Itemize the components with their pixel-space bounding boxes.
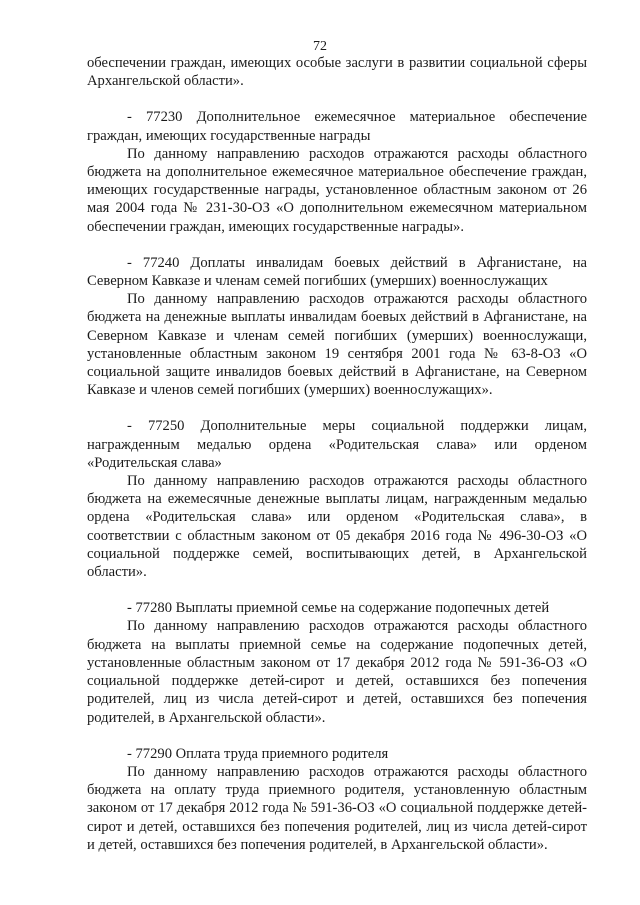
section-heading-77250: - 77250 Дополнительные меры социальной поддержки лицам, награжденным медалью ордена «Родительская слава» или орденом «Родительская слава» — [87, 418, 587, 471]
section-heading-77230: - 77230 Дополнительное ежемесячное материальное обеспечение граждан, имеющих государственные награды — [87, 109, 587, 144]
section-heading-77280: - 77280 Выплаты приемной семье на содержание подопечных детей — [127, 600, 550, 617]
section-heading-77290: - 77290 Оплата труда приемного родителя — [127, 745, 389, 762]
section-body-77240: По данному направлению расходов отражаются расходы областного бюджета на денежные выплаты инвалидам боевых действий в Афганистане, на Северном Кавказе и членам семей погибших (умерших) военнослужащи, установленные областным законом 19 сентября 2001 года № 63-8-ОЗ «О социальной защите инвалидов боевых действий в Афганистане, на Северном Кавказе и членов семей погибших (умерших) военнослужащих». — [87, 291, 587, 399]
section-body-77250: По данному направлению расходов отражаются расходы областного бюджета на ежемесячные денежные выплаты лицам, награжденным медалью ордена «Родительская слава» или орденом «Родительская слава», в соответствии с областным законом от 05 декабря 2016 года № 496-30-ОЗ «О социальной поддержке семей, воспитывающих детей, в Архангельской области». — [87, 473, 587, 581]
section-body-77230: По данному направлению расходов отражаются расходы областного бюджета на дополнительное ежемесячное материальное обеспечение граждан, имеющих государственные награды, установленное областным законом от 26 мая 2004 года № 231-30-ОЗ «О дополнительном ежемесячном материальном обеспечении граждан, имеющих государственные награды». — [87, 145, 587, 235]
section-body-77290: По данному направлению расходов отражаются расходы областного бюджета на оплату труда приемного родителя, установленную областным законом от 17 декабря 2012 года № 591-36-ОЗ «О социальной поддержке детей-сирот и детей, оставшихся без попечения родителей, лиц из числа детей-сирот и детей, оставшихся без попечения родителей, в Архангельской области». — [87, 763, 587, 853]
section-gap — [87, 727, 587, 745]
section-body-77280: По данному направлению расходов отражаются расходы областного бюджета на выплаты приемной семье на содержание подопечных детей, установленные областным законом от 17 декабря 2012 года № 591-36-ОЗ «О социальной поддержке детей-сирот и детей, оставшихся без попечения родителей, лиц из числа детей-сирот и детей, оставшихся без попечения родителей, в Архангельской области». — [87, 618, 587, 726]
document-body — [87, 54, 587, 854]
section-gap — [87, 399, 587, 417]
section-gap — [87, 581, 587, 599]
section-gap — [87, 90, 587, 108]
page-number: 72 — [313, 39, 327, 54]
section-heading-77240: - 77240 Доплаты инвалидам боевых действий в Афганистане, на Северном Кавказе и членам семей погибших (умерших) военнослужащих — [87, 254, 587, 290]
section-gap — [87, 236, 587, 254]
intro-paragraph: обеспечении граждан, имеющих особые заслуги в развитии социальной сферы Архангельской области». — [87, 55, 587, 90]
